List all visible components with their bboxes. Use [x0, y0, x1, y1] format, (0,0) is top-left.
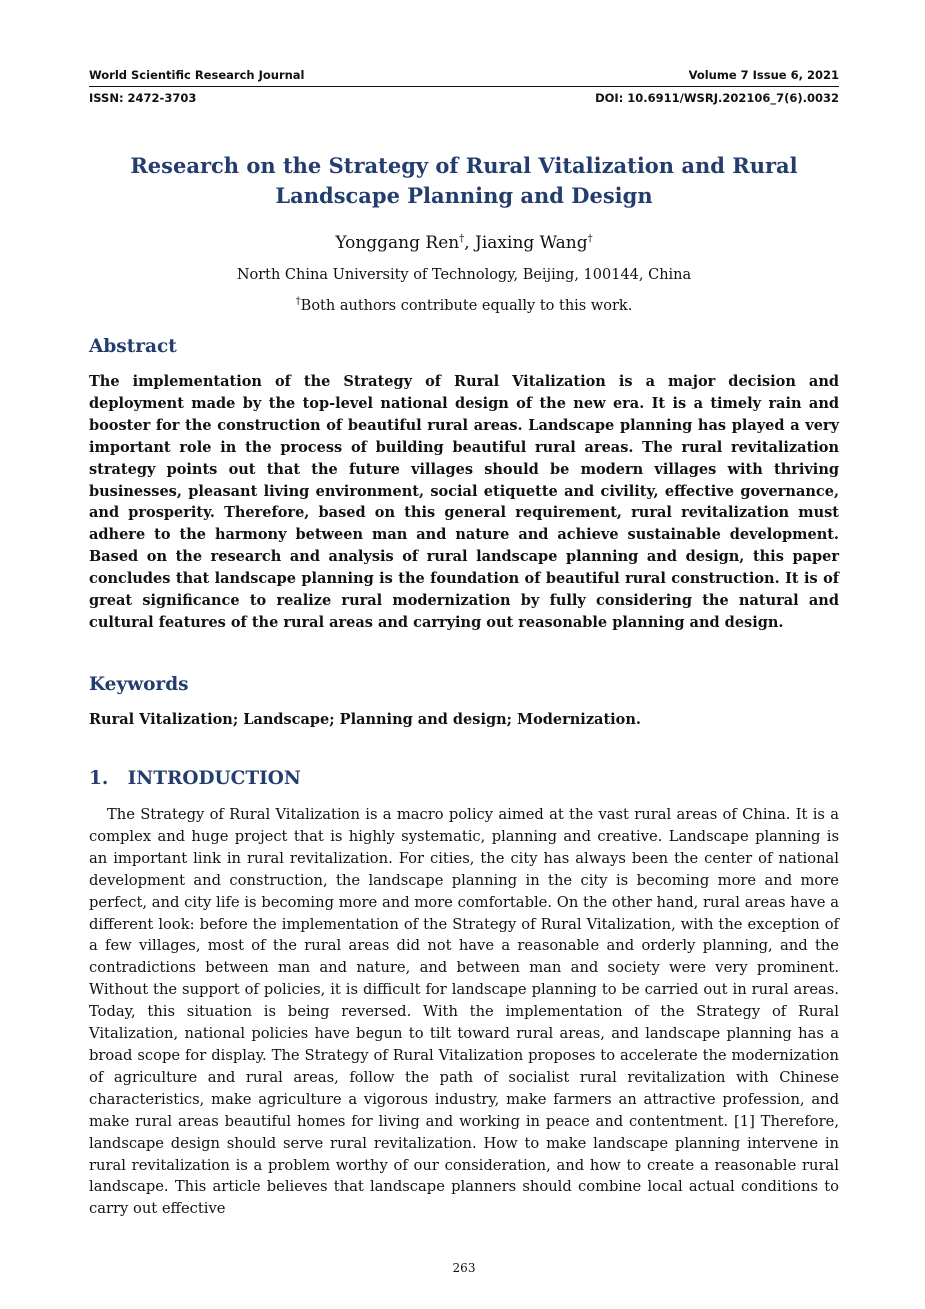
- author-list: [89, 231, 839, 255]
- journal-name: World Scientific Research Journal: [89, 68, 305, 82]
- equal-contribution-mark: †: [295, 296, 301, 308]
- volume-issue: Volume 7 Issue 6, 2021: [688, 68, 839, 82]
- author-2: Jiaxing Wang: [475, 233, 588, 253]
- author-separator: ,: [464, 233, 476, 253]
- equal-contribution-mark: †: [587, 233, 593, 245]
- affiliation: North China University of Technology, Beijing, 100144, China: [236, 267, 692, 283]
- header-rule: [89, 86, 839, 87]
- doi: DOI: 10.6911/WSRJ.202106_7(6).0032: [595, 91, 839, 105]
- paper-title: [89, 151, 839, 211]
- introduction-paragraph: The Strategy of Rural Vitalization is a macro policy aimed at the vast rural areas of China. It is a complex and huge project that is highly systematic, planning and creative. Landscape planning is an important link in rural revitalization. For cities, the city has always been the center of national development and construction, the landscape planning in the city is becoming more and more perfect, and city life is becoming more and more comfortable. On the other hand, rural areas have a different look: before the implementation of the Strategy of Rural Vitalization, with the exception of a few villages, most of the rural areas did not have a reasonable and orderly planning, and the contradictions between man and nature, and between man and society were very prominent. Without the support of policies, it is difficult for landscape planning to be carried out in rural areas. Today, this situation is being reversed. With the implementation of the Strategy of Rural Vitalization, national policies have begun to tilt toward rural areas, and landscape planning has a broad scope for display. The Strategy of Rural Vitalization proposes to accelerate the modernization of agriculture and rural areas, follow the path of socialist rural revitalization with Chinese characteristics, make agriculture a vigorous industry, make farmers an attractive profession, and make rural areas beautiful homes for living and working in peace and contentment. [1] Therefore, landscape design should serve rural revitalization. How to make landscape planning intervene in rural revitalization is a problem worthy of our consideration, and how to create a reasonable rural landscape. This article believes that landscape planners should combine local actual conditions to carry out effective: [89, 806, 839, 1218]
- running-header-bottom: [89, 91, 839, 105]
- introduction-heading: 1. INTRODUCTION: [89, 768, 301, 789]
- issn: ISSN: 2472-3703: [89, 91, 197, 105]
- keywords-heading: Keywords: [89, 674, 189, 695]
- equal-contribution-mark: †: [459, 233, 465, 245]
- title-line-2: Landscape Planning and Design: [275, 183, 653, 208]
- author-note: [89, 296, 839, 316]
- title-line-1: Research on the Strategy of Rural Vitalization and Rural: [130, 153, 798, 178]
- author-1: Yonggang Ren: [335, 233, 460, 253]
- abstract-text: The implementation of the Strategy of Rural Vitalization is a major decision and deployment made by the top-level national design of the new era. It is a timely rain and booster for the construction of beautiful rural areas. Landscape planning has played a very important role in the process of building beautiful rural areas. The rural revitalization strategy points out that the future villages should be modern villages with thriving businesses, pleasant living environment, social etiquette and civility, effective governance, and prosperity. Therefore, based on this general requirement, rural revitalization must adhere to the harmony between man and nature and achieve sustainable development. Based on the research and analysis of rural landscape planning and design, this paper concludes that landscape planning is the foundation of beautiful rural construction. It is of great significance to realize rural modernization by fully considering the natural and cultural features of the rural areas and carrying out reasonable planning and design.: [89, 373, 839, 631]
- running-header-top: [89, 68, 839, 82]
- page-number: 263: [452, 1261, 476, 1275]
- abstract-heading: Abstract: [89, 336, 177, 357]
- author-note-text: Both authors contribute equally to this work.: [300, 298, 633, 314]
- keywords-text: Rural Vitalization; Landscape; Planning and design; Modernization.: [89, 711, 641, 728]
